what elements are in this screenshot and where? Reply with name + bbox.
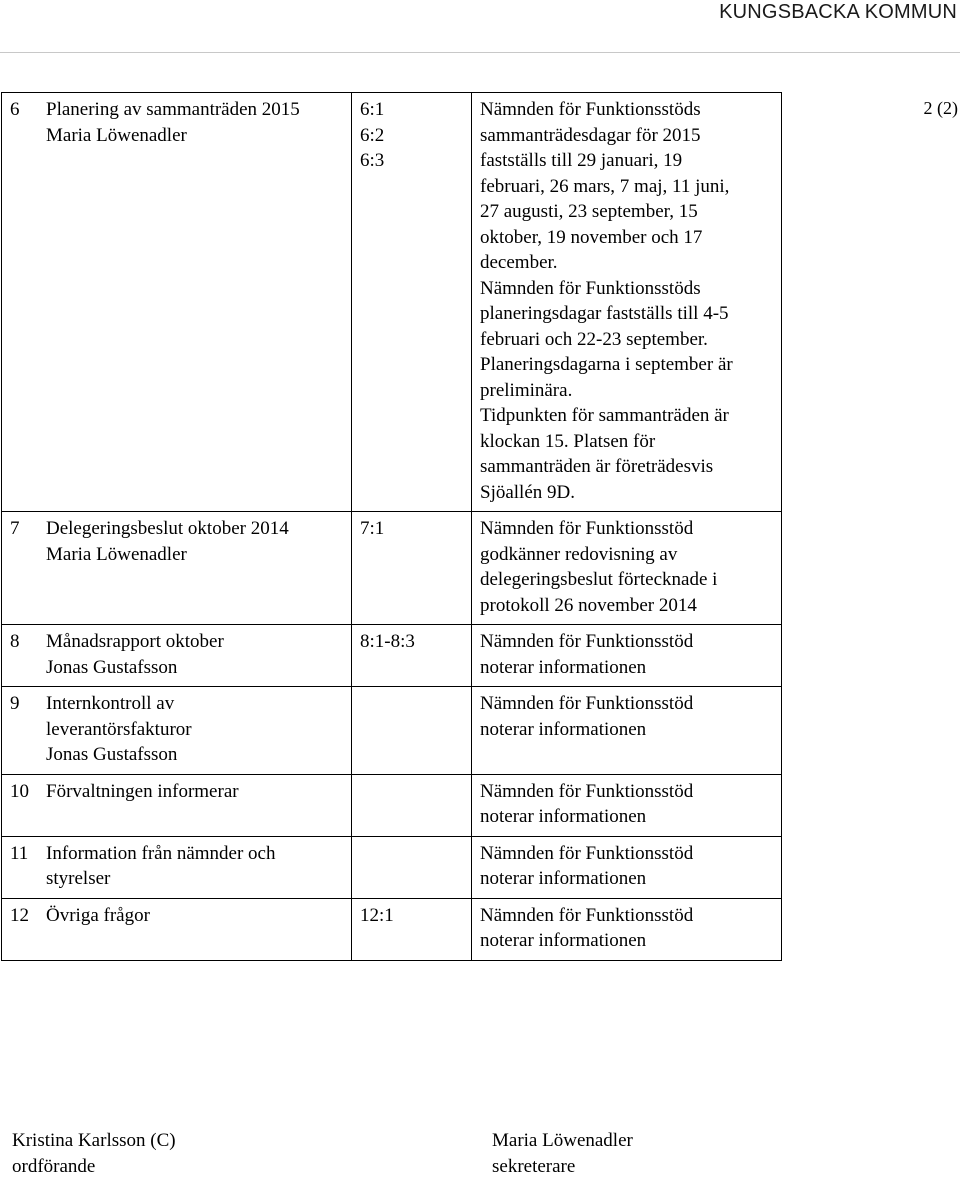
section-ref: 7:1 <box>360 518 385 539</box>
agenda-row <box>2 93 782 512</box>
page-number: 2 (2) <box>923 98 958 118</box>
item-presenter: Jonas Gustafsson <box>46 656 178 678</box>
decision-cell <box>472 512 782 625</box>
decision-line: Nämnden för Funktionsstöd <box>480 842 694 864</box>
item-number: 6 <box>10 99 20 120</box>
item-number: 10 <box>10 780 29 802</box>
decision-cell <box>472 93 782 512</box>
decision-cell <box>472 836 782 898</box>
item-title: styrelser <box>46 868 111 889</box>
agenda-item-cell <box>2 512 352 625</box>
decision-line: delegeringsbeslut förtecknade i <box>480 569 718 590</box>
item-title: Internkontroll av <box>46 693 175 714</box>
item-presenter: Maria Löwenadler <box>46 543 187 565</box>
decision-line: noterar informationen <box>480 930 647 951</box>
chair-role: ordförande <box>12 1156 96 1177</box>
agenda-row <box>2 625 782 687</box>
chair-name: Kristina Karlsson (C) <box>12 1130 176 1151</box>
decision-line: Nämnden för Funktionsstöd <box>480 693 694 714</box>
section-cell <box>352 774 472 836</box>
section-ref: 6:3 <box>360 150 385 171</box>
organization-header: KUNGSBACKA KOMMUN <box>719 1 957 23</box>
item-title: Planering av sammanträden 2015 <box>46 99 300 120</box>
agenda-table <box>1 92 782 961</box>
item-number: 11 <box>10 842 29 864</box>
item-title: Månadsrapport oktober <box>46 631 224 652</box>
agenda-row <box>2 836 782 898</box>
section-cell <box>352 512 472 625</box>
decision-line: planeringsdagar fastställs till 4-5 <box>480 303 729 324</box>
decision-line: noterar informationen <box>480 718 647 740</box>
decision-line: Nämnden för Funktionsstöd <box>480 631 694 652</box>
decision-line: sammanträdesdagar för 2015 <box>480 124 701 146</box>
decision-cell <box>472 774 782 836</box>
decision-line: december. <box>480 252 558 273</box>
agenda-row <box>2 898 782 960</box>
decision-cell <box>472 898 782 960</box>
decision-line: Nämnden för Funktionsstöd <box>480 904 694 926</box>
decision-line: protokoll 26 november 2014 <box>480 594 697 616</box>
decision-line: Nämnden för Funktionsstöds <box>480 99 701 120</box>
agenda-item-cell <box>2 93 352 512</box>
item-title: Förvaltningen informerar <box>46 780 239 802</box>
secretary-signature <box>492 1128 633 1180</box>
agenda-item-cell <box>2 836 352 898</box>
secretary-name: Maria Löwenadler <box>492 1130 633 1151</box>
section-ref: 6:2 <box>360 124 385 146</box>
decision-line: Tidpunkten för sammanträden är <box>480 405 729 426</box>
decision-line: Nämnden för Funktionsstöd <box>480 518 694 539</box>
item-title: Information från nämnder och <box>46 842 276 864</box>
section-cell <box>352 687 472 775</box>
secretary-role: sekreterare <box>492 1156 576 1177</box>
section-cell <box>352 898 472 960</box>
item-presenter: Maria Löwenadler <box>46 124 187 146</box>
section-cell <box>352 836 472 898</box>
decision-line: Planeringsdagarna i september är <box>480 354 733 375</box>
section-cell <box>352 93 472 512</box>
section-ref: 6:1 <box>360 99 385 120</box>
agenda-row <box>2 687 782 775</box>
decision-line: Nämnden för Funktionsstöds <box>480 277 701 299</box>
decision-line: noterar informationen <box>480 868 647 889</box>
chair-signature <box>12 1128 176 1180</box>
decision-line: Sjöallén 9D. <box>480 481 575 503</box>
agenda-item-cell <box>2 687 352 775</box>
decision-line: 27 augusti, 23 september, 15 <box>480 201 698 222</box>
header-divider <box>0 52 960 53</box>
decision-line: sammanträden är företrädesvis <box>480 456 714 477</box>
item-presenter: Jonas Gustafsson <box>46 744 178 765</box>
item-number: 9 <box>10 693 20 714</box>
section-ref: 8:1-8:3 <box>360 631 415 652</box>
decision-line: noterar informationen <box>480 656 647 678</box>
decision-line: fastställs till 29 januari, 19 <box>480 150 683 171</box>
agenda-row <box>2 774 782 836</box>
item-title: Övriga frågor <box>46 904 150 926</box>
item-number: 8 <box>10 631 20 652</box>
agenda-item-cell <box>2 898 352 960</box>
item-title: leverantörsfakturor <box>46 718 192 740</box>
decision-cell <box>472 687 782 775</box>
item-title: Delegeringsbeslut oktober 2014 <box>46 518 289 539</box>
decision-line: klockan 15. Platsen för <box>480 430 656 452</box>
decision-line: noterar informationen <box>480 806 647 827</box>
decision-line: februari, 26 mars, 7 maj, 11 juni, <box>480 175 730 197</box>
agenda-item-cell <box>2 774 352 836</box>
decision-line: februari och 22-23 september. <box>480 328 708 350</box>
agenda-item-cell <box>2 625 352 687</box>
section-ref: 12:1 <box>360 904 394 926</box>
item-number: 12 <box>10 904 29 926</box>
decision-cell <box>472 625 782 687</box>
decision-line: Nämnden för Funktionsstöd <box>480 780 694 802</box>
decision-line: preliminära. <box>480 379 573 401</box>
decision-line: godkänner redovisning av <box>480 543 678 565</box>
item-number: 7 <box>10 518 20 539</box>
agenda-row <box>2 512 782 625</box>
section-cell <box>352 625 472 687</box>
decision-line: oktober, 19 november och 17 <box>480 226 703 248</box>
